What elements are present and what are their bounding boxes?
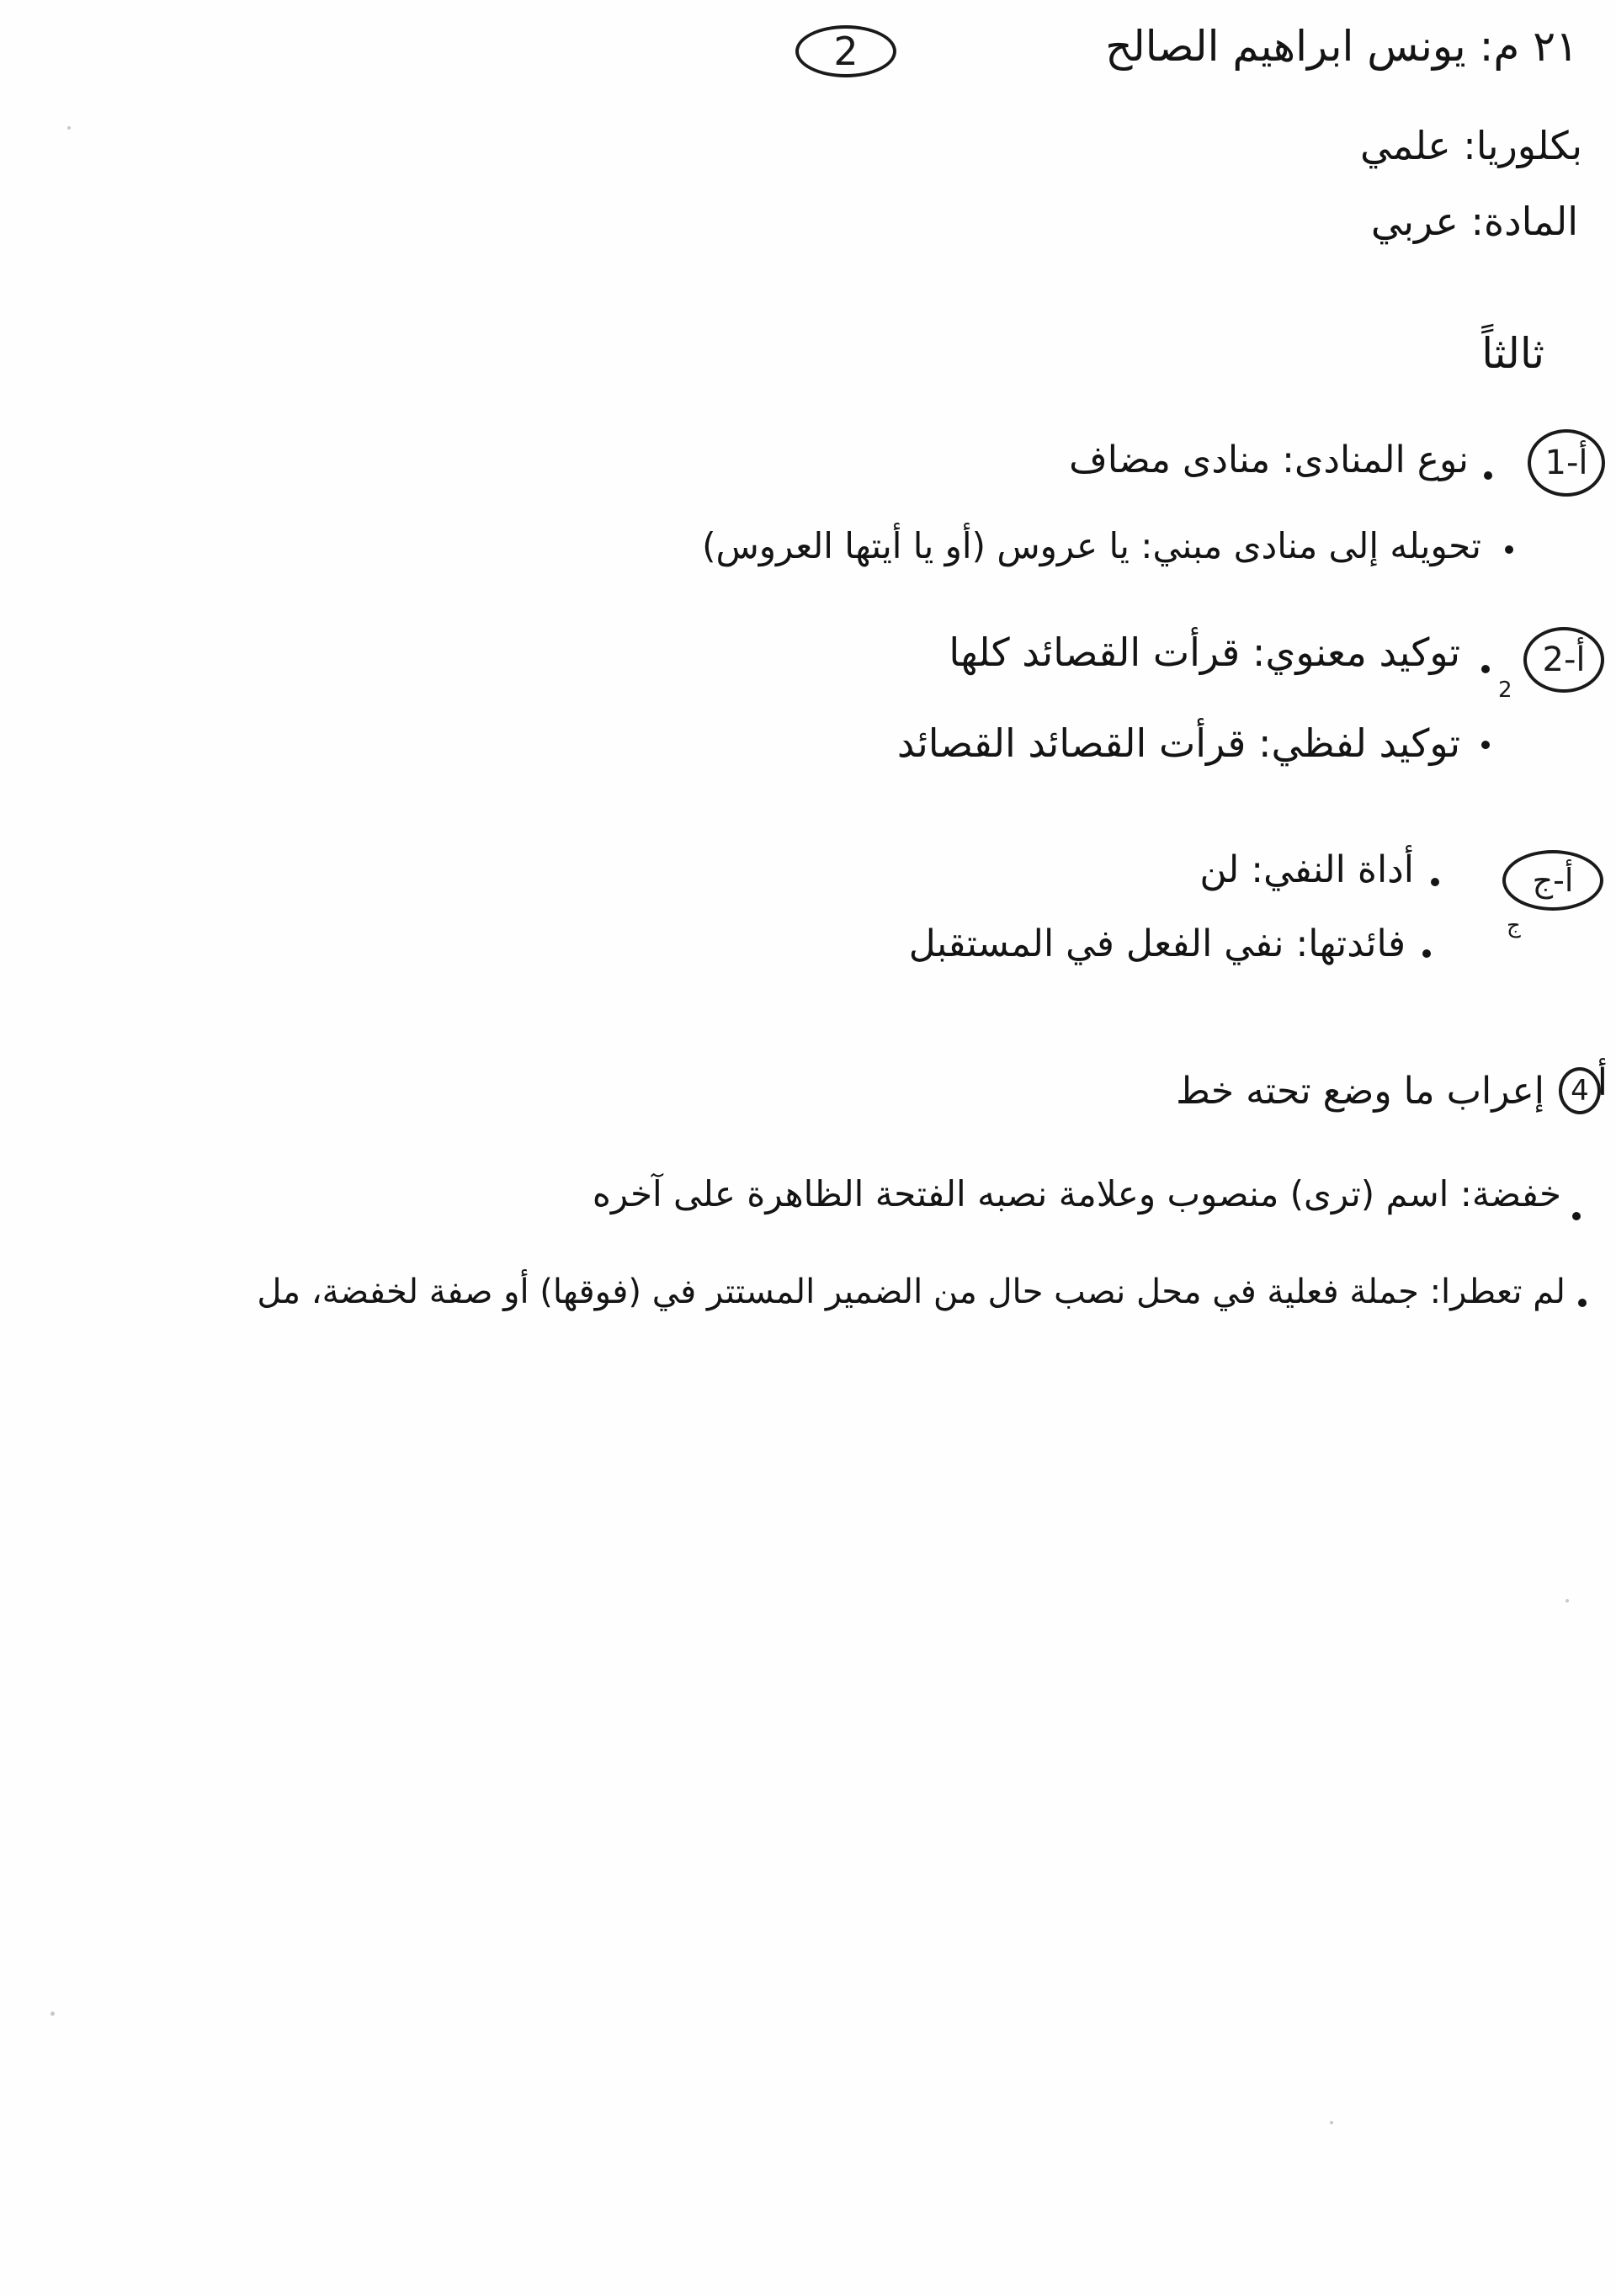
- question-mark-a1: [1528, 429, 1605, 497]
- scan-speck: [1330, 2121, 1333, 2124]
- question-mark-label: أ-2: [1542, 640, 1586, 679]
- bullet-dot: [1572, 1212, 1581, 1220]
- question-mark-a2: [1523, 627, 1604, 693]
- answer-line-a1-conversion: تحويله إلى منادى مبني: يا عروس (أو يا أيتها العروس): [702, 525, 1481, 566]
- bullet-dot: [1481, 741, 1490, 749]
- scan-speck: [1566, 1599, 1569, 1602]
- answer-line-a4-khafda: خفضة: اسم (ترى) منصوب وعلامة نصبه الفتحة الظاهرة على آخره: [592, 1173, 1561, 1214]
- question-sub-label: 2: [1498, 678, 1512, 703]
- question-prefix-letter: أ: [1597, 1061, 1608, 1104]
- track-line: بكلوريا: علمي: [1360, 123, 1582, 168]
- bullet-dot: [1422, 949, 1431, 958]
- bullet-dot: [1431, 878, 1439, 886]
- scan-speck: [67, 126, 71, 130]
- bullet-dot: [1484, 471, 1492, 480]
- bullet-dot: [1505, 545, 1513, 554]
- question-mark-a4: [1559, 1067, 1601, 1114]
- question-sub-label: ج: [1507, 913, 1521, 938]
- question-mark-label: أ-ج: [1532, 862, 1574, 899]
- answer-line-a2-semantic: توكيد معنوي: قرأت القصائد كلها: [949, 630, 1460, 675]
- page-number: 2: [833, 29, 858, 74]
- student-name-line: ٢١ م: يونس ابراهيم الصالح: [1105, 22, 1578, 71]
- subject-line: المادة: عربي: [1370, 199, 1578, 244]
- answer-line-a2-verbal: توكيد لفظي: قرأت القصائد القصائد: [896, 720, 1460, 766]
- question-mark-label: أ-1: [1544, 444, 1588, 482]
- bullet-dot: [1481, 665, 1490, 673]
- answer-line-a4-lam-taatara: لم تعطرا: جملة فعلية في محل نصب حال من الضمير المستتر في (فوقها) أو صفة لخفضة، مل: [257, 1273, 1566, 1311]
- scan-speck: [50, 2012, 55, 2016]
- answer-line-a4-heading: إعراب ما وضع تحته خط: [1176, 1070, 1544, 1113]
- bullet-dot: [1578, 1299, 1587, 1307]
- section-heading: ثالثاً: [1481, 329, 1544, 378]
- question-mark-label: 4: [1571, 1074, 1589, 1108]
- question-mark-a3: [1502, 850, 1603, 911]
- answer-line-a1-type: نوع المنادى: منادى مضاف: [1069, 438, 1469, 481]
- page-number-oval: [795, 25, 896, 77]
- answer-line-a3-purpose: فائدتها: نفي الفعل في المستقبل: [908, 922, 1406, 965]
- answer-line-a3-particle: أداة النفي: لن: [1199, 848, 1414, 891]
